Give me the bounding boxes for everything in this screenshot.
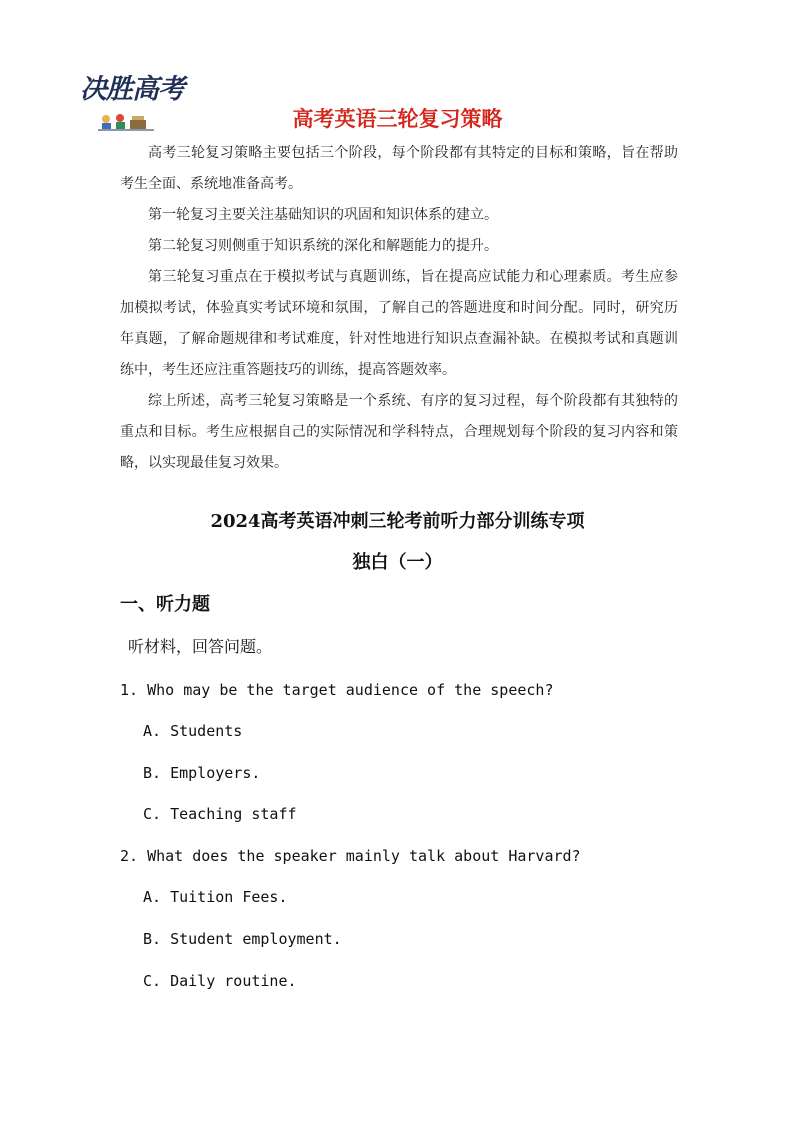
logo-illustration-icon — [98, 110, 158, 132]
answer-option: B. Employers. — [143, 764, 261, 782]
logo-text: 决胜高考 — [80, 74, 184, 105]
instruction-text: 听材料，回答问题。 — [128, 637, 273, 656]
section-title: 2024高考英语冲刺三轮考前听力部分训练专项 — [210, 511, 585, 532]
question-text: 2. What does the speaker mainly talk about Harvard? — [120, 847, 581, 865]
answer-option: B. Student employment. — [143, 930, 342, 948]
intro-paragraph: 第三轮复习重点在于模拟考试与真题训练，旨在提高应试能力和心理素质。考生应参加模拟考试，体验真实考试环境和氛围，了解自己的答题进度和时间分配。同时，研究历年真题，了解命题规律和考试难度，针对性地进行知识点查漏补缺。在模拟考试和真题训练中，考生还应注重答题技巧的训练，提高答题效率。 — [120, 269, 678, 378]
part-title: 一、听力题 — [120, 594, 210, 615]
intro-section — [120, 138, 678, 479]
intro-paragraph: 第二轮复习则侧重于知识系统的深化和解题能力的提升。 — [148, 238, 498, 254]
logo — [80, 70, 192, 134]
answer-option: A. Students — [143, 722, 243, 740]
intro-paragraph: 第一轮复习主要关注基础知识的巩固和知识体系的建立。 — [148, 207, 498, 223]
intro-paragraph: 高考三轮复习策略主要包括三个阶段，每个阶段都有其特定的目标和策略，旨在帮助考生全面、系统地准备高考。 — [120, 145, 678, 192]
answer-option: C. Daily routine. — [143, 972, 297, 990]
intro-paragraph: 综上所述，高考三轮复习策略是一个系统、有序的复习过程，每个阶段都有其独特的重点和目标。考生应根据自己的实际情况和学科特点，合理规划每个阶段的复习内容和策略，以实现最佳复习效果。 — [120, 393, 678, 471]
page-title: 高考英语三轮复习策略 — [292, 107, 503, 131]
answer-option: C. Teaching staff — [143, 805, 297, 823]
question-text: 1. Who may be the target audience of the speech? — [120, 681, 554, 699]
section-subtitle: 独白（一） — [352, 552, 443, 573]
answer-option: A. Tuition Fees. — [143, 888, 288, 906]
